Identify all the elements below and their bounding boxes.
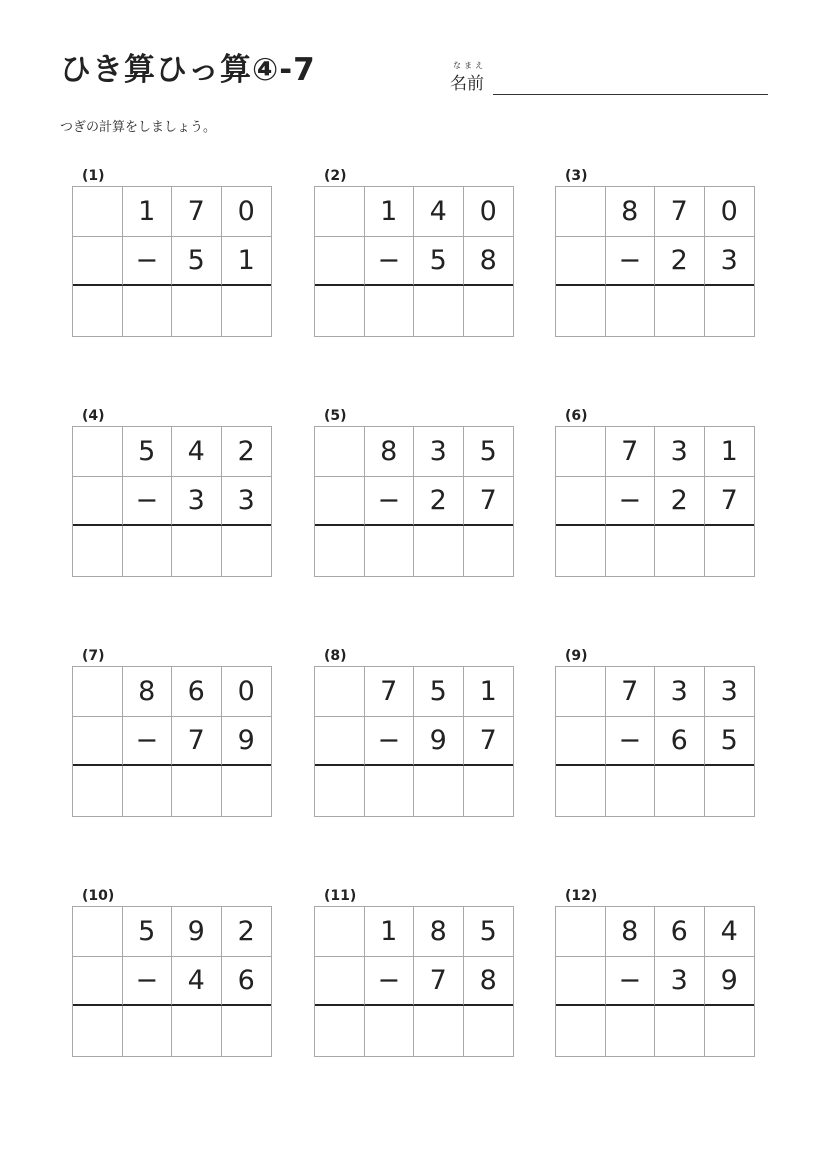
subtrahend-digit: 5 [414, 237, 464, 287]
minuend-digit: 2 [222, 427, 272, 477]
minuend-digit: 1 [464, 667, 514, 717]
subtraction-grid [555, 426, 755, 577]
answer-cell[interactable] [222, 286, 272, 336]
subtrahend-digit: 6 [655, 717, 705, 767]
subtrahend-digit: 3 [172, 477, 222, 527]
subtrahend-digit: 7 [464, 717, 514, 767]
subtraction-grid [314, 186, 514, 337]
problem-number: (8) [324, 648, 347, 664]
subtrahend-digit: 9 [414, 717, 464, 767]
problem [72, 408, 272, 588]
problem [555, 168, 755, 348]
answer-cell[interactable] [315, 526, 365, 576]
subtrahend-digit [315, 237, 365, 287]
problem-number: (6) [565, 408, 588, 424]
minuend-digit: 8 [123, 667, 173, 717]
minus-sign: − [123, 237, 173, 287]
answer-cell[interactable] [606, 286, 656, 336]
subtrahend-digit: 7 [172, 717, 222, 767]
answer-cell[interactable] [123, 766, 173, 816]
answer-cell[interactable] [172, 286, 222, 336]
page-title: ひき算ひっ算④-7 [60, 52, 316, 88]
answer-cell[interactable] [123, 526, 173, 576]
answer-cell[interactable] [705, 526, 755, 576]
minuend-digit: 5 [464, 907, 514, 957]
answer-cell[interactable] [73, 1006, 123, 1056]
minus-sign: − [365, 477, 415, 527]
minuend-digit [73, 667, 123, 717]
answer-cell[interactable] [655, 526, 705, 576]
subtrahend-digit [315, 957, 365, 1007]
answer-cell[interactable] [655, 1006, 705, 1056]
minus-sign: − [606, 477, 656, 527]
problem [314, 408, 514, 588]
answer-cell[interactable] [414, 766, 464, 816]
answer-cell[interactable] [606, 1006, 656, 1056]
answer-cell[interactable] [222, 526, 272, 576]
answer-cell[interactable] [365, 1006, 415, 1056]
minuend-digit [73, 187, 123, 237]
answer-cell[interactable] [655, 286, 705, 336]
minuend-digit [73, 907, 123, 957]
answer-cell[interactable] [414, 286, 464, 336]
subtrahend-digit [73, 237, 123, 287]
answer-cell[interactable] [606, 526, 656, 576]
name-ruby: なまえ [453, 61, 486, 70]
minuend-digit: 4 [705, 907, 755, 957]
minuend-digit [315, 187, 365, 237]
answer-cell[interactable] [222, 1006, 272, 1056]
problem-number: (11) [324, 888, 357, 904]
answer-cell[interactable] [172, 526, 222, 576]
problem-number: (4) [82, 408, 105, 424]
minuend-digit: 1 [365, 187, 415, 237]
answer-cell[interactable] [315, 1006, 365, 1056]
problem-number: (2) [324, 168, 347, 184]
minuend-digit [556, 427, 606, 477]
subtraction-grid [72, 426, 272, 577]
name-area [450, 58, 770, 98]
subtrahend-digit: 3 [655, 957, 705, 1007]
subtrahend-digit [556, 477, 606, 527]
subtrahend-digit: 2 [414, 477, 464, 527]
problem-number: (3) [565, 168, 588, 184]
minuend-digit: 1 [365, 907, 415, 957]
answer-cell[interactable] [606, 766, 656, 816]
subtrahend-digit: 7 [464, 477, 514, 527]
subtrahend-digit: 9 [222, 717, 272, 767]
subtrahend-digit [556, 237, 606, 287]
answer-cell[interactable] [464, 1006, 514, 1056]
problem [72, 168, 272, 348]
minuend-digit: 0 [222, 667, 272, 717]
subtrahend-digit: 4 [172, 957, 222, 1007]
minuend-digit: 7 [365, 667, 415, 717]
minuend-digit: 7 [606, 427, 656, 477]
subtraction-grid [314, 906, 514, 1057]
minuend-digit: 6 [655, 907, 705, 957]
minuend-digit: 0 [464, 187, 514, 237]
answer-cell[interactable] [464, 286, 514, 336]
problem [72, 648, 272, 828]
minuend-digit: 2 [222, 907, 272, 957]
answer-cell[interactable] [73, 286, 123, 336]
minuend-digit: 1 [705, 427, 755, 477]
subtraction-grid [314, 666, 514, 817]
minuend-digit: 7 [606, 667, 656, 717]
minus-sign: − [606, 717, 656, 767]
problem-number: (5) [324, 408, 347, 424]
answer-cell[interactable] [464, 526, 514, 576]
subtrahend-digit: 6 [222, 957, 272, 1007]
minus-sign: − [123, 717, 173, 767]
minuend-digit: 5 [464, 427, 514, 477]
minuend-digit: 3 [414, 427, 464, 477]
minuend-digit [315, 907, 365, 957]
answer-cell[interactable] [365, 286, 415, 336]
minuend-digit: 8 [414, 907, 464, 957]
problem [555, 648, 755, 828]
answer-cell[interactable] [172, 766, 222, 816]
subtrahend-digit: 2 [655, 477, 705, 527]
minus-sign: − [365, 957, 415, 1007]
minuend-digit: 9 [172, 907, 222, 957]
problem-number: (9) [565, 648, 588, 664]
minus-sign: − [123, 957, 173, 1007]
subtrahend-digit [315, 717, 365, 767]
subtrahend-digit: 9 [705, 957, 755, 1007]
answer-cell[interactable] [556, 526, 606, 576]
problem-number: (1) [82, 168, 105, 184]
minuend-digit [556, 187, 606, 237]
minuend-digit: 3 [705, 667, 755, 717]
minuend-digit: 3 [655, 427, 705, 477]
subtrahend-digit [73, 477, 123, 527]
problem [314, 888, 514, 1068]
minus-sign: − [365, 237, 415, 287]
answer-cell[interactable] [222, 766, 272, 816]
minuend-digit: 0 [222, 187, 272, 237]
problem [314, 648, 514, 828]
name-field[interactable] [493, 94, 768, 95]
minuend-digit [315, 427, 365, 477]
minuend-digit: 8 [606, 907, 656, 957]
subtrahend-digit [315, 477, 365, 527]
subtraction-grid [72, 666, 272, 817]
subtrahend-digit: 3 [705, 237, 755, 287]
subtrahend-digit: 1 [222, 237, 272, 287]
minuend-digit [556, 667, 606, 717]
minus-sign: − [123, 477, 173, 527]
answer-cell[interactable] [315, 286, 365, 336]
answer-cell[interactable] [705, 286, 755, 336]
answer-cell[interactable] [556, 286, 606, 336]
answer-cell[interactable] [73, 526, 123, 576]
minuend-digit: 5 [123, 907, 173, 957]
answer-cell[interactable] [73, 766, 123, 816]
minuend-digit: 8 [365, 427, 415, 477]
problem [314, 168, 514, 348]
minus-sign: − [365, 717, 415, 767]
subtraction-grid [72, 186, 272, 337]
answer-cell[interactable] [705, 1006, 755, 1056]
subtraction-grid [314, 426, 514, 577]
problem [555, 408, 755, 588]
answer-cell[interactable] [556, 1006, 606, 1056]
answer-cell[interactable] [365, 526, 415, 576]
minus-sign: − [606, 957, 656, 1007]
name-label: 名前 [450, 74, 484, 94]
answer-cell[interactable] [123, 286, 173, 336]
subtrahend-digit: 7 [414, 957, 464, 1007]
problem-number: (7) [82, 648, 105, 664]
subtrahend-digit [556, 717, 606, 767]
subtrahend-digit: 5 [705, 717, 755, 767]
minuend-digit: 0 [705, 187, 755, 237]
minuend-digit: 7 [172, 187, 222, 237]
problem [72, 888, 272, 1068]
subtraction-grid [555, 906, 755, 1057]
answer-cell[interactable] [414, 526, 464, 576]
subtrahend-digit: 3 [222, 477, 272, 527]
subtrahend-digit: 2 [655, 237, 705, 287]
subtraction-grid [72, 906, 272, 1057]
problem [555, 888, 755, 1068]
subtraction-grid [555, 186, 755, 337]
problem-number: (12) [565, 888, 598, 904]
instruction: つぎの計算をしましょう。 [60, 120, 217, 135]
subtrahend-digit: 8 [464, 957, 514, 1007]
problem-number: (10) [82, 888, 115, 904]
answer-cell[interactable] [655, 766, 705, 816]
subtrahend-digit [73, 957, 123, 1007]
minuend-digit [315, 667, 365, 717]
minuend-digit: 8 [606, 187, 656, 237]
minuend-digit: 6 [172, 667, 222, 717]
answer-cell[interactable] [172, 1006, 222, 1056]
subtrahend-digit [556, 957, 606, 1007]
answer-cell[interactable] [556, 766, 606, 816]
answer-cell[interactable] [464, 766, 514, 816]
minuend-digit: 7 [655, 187, 705, 237]
subtrahend-digit: 8 [464, 237, 514, 287]
minus-sign: − [606, 237, 656, 287]
minuend-digit: 5 [414, 667, 464, 717]
answer-cell[interactable] [705, 766, 755, 816]
minuend-digit: 1 [123, 187, 173, 237]
answer-cell[interactable] [414, 1006, 464, 1056]
subtraction-grid [555, 666, 755, 817]
minuend-digit [73, 427, 123, 477]
answer-cell[interactable] [365, 766, 415, 816]
minuend-digit: 4 [172, 427, 222, 477]
answer-cell[interactable] [123, 1006, 173, 1056]
subtrahend-digit [73, 717, 123, 767]
subtrahend-digit: 5 [172, 237, 222, 287]
minuend-digit: 5 [123, 427, 173, 477]
minuend-digit: 4 [414, 187, 464, 237]
minuend-digit: 3 [655, 667, 705, 717]
minuend-digit [556, 907, 606, 957]
subtrahend-digit: 7 [705, 477, 755, 527]
answer-cell[interactable] [315, 766, 365, 816]
